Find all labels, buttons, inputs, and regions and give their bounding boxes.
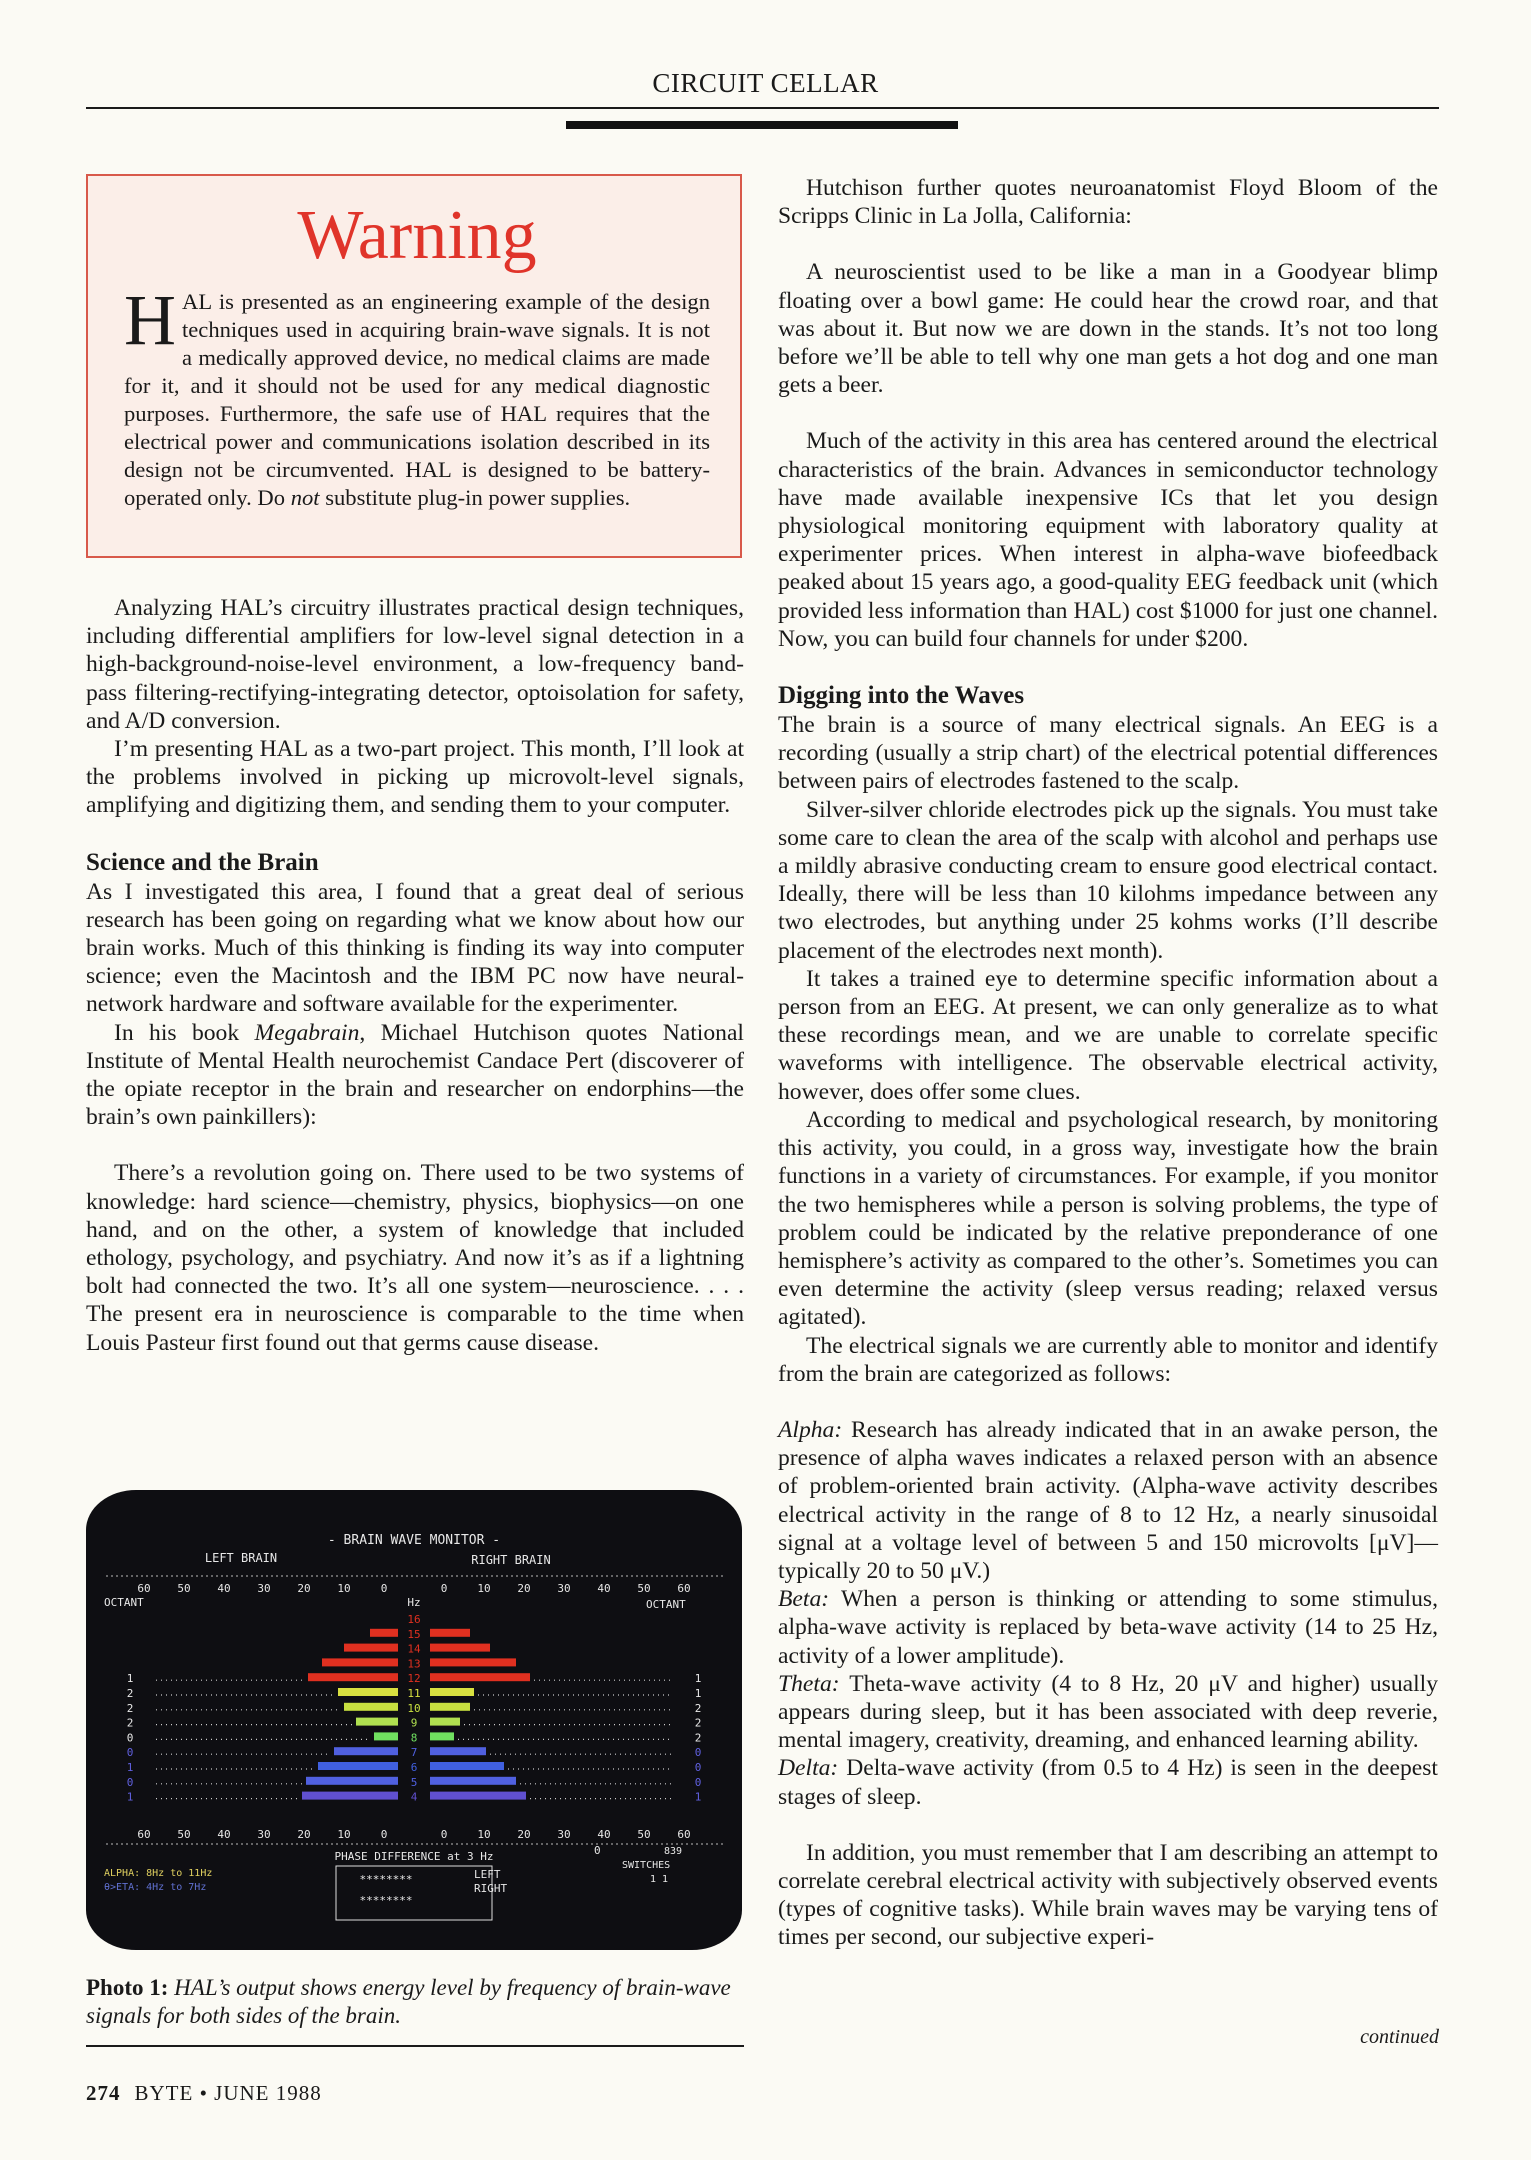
caption-text: HAL’s output shows energy level by frequency of brain-wave signals for both sides of the brain. bbox=[86, 1975, 731, 2028]
text-run: , Michael Hutchison quotes National Institute of Mental Health neurochemist Candace Pert (discoverer of the opiate receptor in the brain and researcher on endorphins—the brain’s own painkillers): bbox=[86, 1019, 744, 1131]
left-bar bbox=[344, 1644, 398, 1652]
right-bar bbox=[430, 1703, 470, 1711]
paragraph: I’m presenting HAL as a two-part project. This month, I’ll look at the problems involved in picking up microvolt-level signals, amplifying and digitizing them, and sending them to your computer. bbox=[86, 736, 744, 819]
right-bar bbox=[430, 1762, 504, 1770]
right-bar bbox=[430, 1718, 460, 1726]
octant-value: 1 bbox=[126, 1672, 134, 1686]
term: Delta: bbox=[778, 1755, 839, 1782]
octant-label-left: OCTANT bbox=[104, 1596, 144, 1609]
freq-label: 5 bbox=[410, 1775, 418, 1789]
header-rule bbox=[86, 107, 1439, 109]
right-bar bbox=[430, 1688, 474, 1696]
scale-top bbox=[137, 1582, 690, 1595]
freq-label: 12 bbox=[407, 1672, 421, 1686]
monitor-title: - BRAIN WAVE MONITOR - bbox=[327, 1533, 501, 1548]
paragraph: Much of the activity in this area has centered around the electrical characteristics of the brain. Advances in semiconductor technology have made available inexpensive ICs that let you design physiological monitoring equipment with laboratory quality at experimenter prices. When interest in alpha-wave biofeedback peaked about 15 years ago, a good-quality EEG feedback unit (which provided less information than HAL) cost $1000 for just one channel. Now, you can build four channels for under $200. bbox=[778, 428, 1438, 652]
scale-tick: 20 bbox=[517, 1828, 531, 1841]
paragraph: It takes a trained eye to determine specific information about a person from an EEG. At present, we can only generalize as to what these recordings mean, and we are unable to correlate specific waveforms with intelligence. The observable electrical activity, however, does offer some clues. bbox=[778, 965, 1438, 1105]
octant-value: 1 bbox=[694, 1687, 702, 1700]
freq-label: 7 bbox=[410, 1746, 418, 1760]
octant-value: 2 bbox=[126, 1716, 134, 1730]
definition-delta bbox=[778, 1754, 1438, 1810]
scale-tick: 10 bbox=[337, 1828, 351, 1841]
caption-label: Photo 1: bbox=[86, 1975, 169, 2000]
freq-label: 16 bbox=[407, 1613, 421, 1626]
left-brain-label: LEFT BRAIN bbox=[204, 1551, 278, 1565]
left-bar bbox=[334, 1747, 398, 1755]
octant-value: 1 bbox=[694, 1672, 702, 1686]
octant-value: 1 bbox=[694, 1790, 702, 1804]
definition-beta bbox=[778, 1585, 1438, 1670]
switches-values: 1 1 bbox=[650, 1874, 669, 1885]
hz-label: Hz bbox=[407, 1596, 421, 1609]
scale-tick: 30 bbox=[257, 1828, 271, 1841]
right-bar bbox=[430, 1747, 486, 1755]
scale-tick: 60 bbox=[677, 1828, 691, 1841]
scale-tick: 0 bbox=[380, 1828, 388, 1841]
octant-value: 2 bbox=[694, 1731, 702, 1745]
scale-tick: 30 bbox=[557, 1582, 571, 1595]
paragraph: Hutchison further quotes neuroanatomist Floyd Bloom of the Scripps Clinic in La Jolla, California: bbox=[778, 175, 1438, 230]
octant-value: 2 bbox=[694, 1701, 702, 1715]
definition: When a person is thinking or attending to some stimulus, alpha-wave activity is replaced by beta-wave activity (14 to 25 Hz, activity of a lower amplitude). bbox=[778, 1586, 1438, 1669]
caption-rule bbox=[86, 2045, 744, 2047]
left-bar bbox=[308, 1673, 398, 1681]
paragraph: According to medical and psychological research, by monitoring this activity, you could, in a gross way, investigate how the brain functions in a variety of circumstances. For example, if you monitor the two hemispheres while a person is solving problems, the type of problem could be indicated by the relative preponderance of one hemisphere’s activity as compared to the other’s. Sometimes you can even determine the activity (sleep versus reading; relaxed versus agitated). bbox=[778, 1106, 1438, 1331]
left-bar bbox=[370, 1629, 398, 1637]
scale-tick: 40 bbox=[597, 1828, 611, 1841]
left-bar bbox=[374, 1732, 398, 1740]
block-quote: A neuroscientist used to be like a man in a Goodyear blimp floating over a bowl game: He could hear the crowd roar, and that was about it. But now we are down in the stands. It’s not too long before we’ll be able to tell why one man gets a hot dog and one man gets a beer. bbox=[778, 259, 1438, 399]
continued-label: continued bbox=[1360, 2026, 1439, 2048]
alpha-range: ALPHA: 8Hz to 11Hz bbox=[104, 1868, 213, 1879]
phase-stars-right: ******** bbox=[359, 1894, 413, 1907]
text-run: In his book bbox=[114, 1019, 255, 1046]
octant-value: 0 bbox=[694, 1775, 702, 1789]
photo-caption bbox=[86, 1974, 746, 2030]
right-tag: RIGHT bbox=[474, 1882, 508, 1895]
octant-label-right: OCTANT bbox=[646, 1598, 686, 1611]
scale-tick: 40 bbox=[217, 1582, 231, 1595]
scale-tick: 0 bbox=[440, 1582, 448, 1595]
left-bar bbox=[318, 1762, 398, 1770]
scale-tick: 50 bbox=[177, 1582, 191, 1595]
left-bar bbox=[306, 1777, 398, 1785]
octant-value: 2 bbox=[694, 1716, 702, 1730]
left-bar bbox=[356, 1718, 398, 1726]
right-bar bbox=[430, 1629, 470, 1637]
definition: Theta-wave activity (4 to 8 Hz, 20 μV and higher) usually appears during sleep, but it has been associated with deep reverie, mental imagery, creativity, dreaming, and enhanced learning ability. bbox=[778, 1670, 1438, 1754]
running-head: CIRCUIT CELLAR bbox=[652, 68, 879, 98]
left-bar bbox=[344, 1703, 398, 1711]
scale-bottom bbox=[137, 1828, 690, 1841]
paragraph: The electrical signals we are currently able to monitor and identify from the brain are categorized as follows: bbox=[778, 1332, 1438, 1387]
term: Theta: bbox=[778, 1670, 840, 1697]
block-quote: There’s a revolution going on. There used to be two systems of knowledge: hard science—chemistry, physics, biophysics—on one hand, and on the other, a system of knowledge that included ethology, psychology, and psychiatry. And now it’s as if a lightning bolt had connected the two. It’s all one system—neuroscience. . . . The present era in neuroscience is comparable to the time when Louis Pasteur first found out that germs cause disease. bbox=[86, 1160, 744, 1356]
scale-tick: 40 bbox=[597, 1582, 611, 1595]
octant-value: 2 bbox=[126, 1687, 134, 1700]
scale-tick: 60 bbox=[137, 1582, 151, 1595]
warning-box bbox=[86, 174, 742, 558]
header-bar bbox=[566, 121, 958, 129]
octant-value: 0 bbox=[694, 1746, 702, 1760]
right-bar bbox=[430, 1673, 530, 1681]
paragraph: Silver-silver chloride electrodes pick up the signals. You must take some care to clean the area of the scalp with alcohol and perhaps use a mildly abrasive conducting cream to ensure good electrical contact. Ideally, there will be less than 10 kilohms impedance between any two electrodes, but anything under 25 kohms works (I’ll describe placement of the electrodes next month). bbox=[778, 796, 1438, 964]
freq-label: 6 bbox=[410, 1761, 418, 1774]
scale-tick: 30 bbox=[557, 1828, 571, 1841]
warning-emphasis: not bbox=[290, 485, 320, 510]
page-number: 274 bbox=[86, 2081, 121, 2105]
warning-text bbox=[124, 280, 710, 512]
phase-label: PHASE DIFFERENCE at 3 Hz bbox=[334, 1850, 494, 1863]
left-bar bbox=[322, 1658, 398, 1666]
scale-tick: 10 bbox=[477, 1582, 491, 1595]
footer bbox=[86, 2081, 322, 2106]
scale-tick: 10 bbox=[337, 1582, 351, 1595]
scale-tick: 60 bbox=[677, 1582, 691, 1595]
right-bar bbox=[430, 1792, 526, 1800]
scale-tick: 60 bbox=[137, 1828, 151, 1841]
scale-tick: 30 bbox=[257, 1582, 271, 1595]
octant-value: 0 bbox=[126, 1746, 134, 1760]
right-column bbox=[778, 174, 1438, 1952]
scale-tick: 50 bbox=[177, 1828, 191, 1841]
octant-value: 0 bbox=[126, 1731, 134, 1745]
warning-body: AL is presented as an engineering example of the design techniques used in acquiring brain-wave signals. It is not a medically approved device, no medical claims are made for it, and it should not be used for any medical diagnostic purposes. Furthermore, the safe use of HAL requires that the electrical power and communications isolation described in its design not be circumvented. HAL is designed to be battery-operated only. Do bbox=[124, 289, 710, 510]
scale-tick: 0 bbox=[380, 1582, 388, 1595]
octant-value: 0 bbox=[126, 1775, 134, 1789]
section-heading: Science and the Brain bbox=[86, 848, 319, 876]
warning-body-end: substitute plug-in power supplies. bbox=[319, 485, 631, 510]
scale-tick: 40 bbox=[217, 1828, 231, 1841]
photo-brain-wave-monitor bbox=[86, 1490, 742, 1950]
right-bar bbox=[430, 1658, 516, 1666]
freq-label: 13 bbox=[407, 1657, 421, 1671]
scale-tick: 50 bbox=[637, 1582, 651, 1595]
right-bar bbox=[430, 1777, 516, 1785]
right-brain-label: RIGHT BRAIN bbox=[471, 1553, 551, 1567]
definition: Delta-wave activity (from 0.5 to 4 Hz) is seen in the deepest stages of sleep. bbox=[778, 1755, 1438, 1810]
switch-zero: 0 bbox=[594, 1844, 601, 1857]
octant-value: 0 bbox=[694, 1761, 702, 1774]
freq-label: 9 bbox=[410, 1716, 418, 1730]
left-bar bbox=[338, 1688, 398, 1696]
right-bar bbox=[430, 1644, 490, 1652]
warning-title: Warning bbox=[297, 197, 537, 274]
scale-tick: 50 bbox=[637, 1828, 651, 1841]
switches-count: 839 bbox=[664, 1846, 683, 1857]
paragraph: Analyzing HAL’s circuitry illustrates practical design techniques, including differential amplifiers for low-level signal detection in a high-background-noise-level environment, a low-frequency band-pass filtering-rectifying-integrating detector, optoisolation for safety, and A/D conversion. bbox=[86, 595, 744, 734]
scale-tick: 20 bbox=[297, 1582, 311, 1595]
freq-label: 11 bbox=[407, 1687, 421, 1700]
freq-label: 10 bbox=[407, 1701, 421, 1715]
left-tag: LEFT bbox=[474, 1868, 501, 1881]
term: Beta: bbox=[778, 1586, 830, 1613]
monitor-screen bbox=[86, 1490, 742, 1950]
paragraph: In addition, you must remember that I am describing an attempt to correlate cerebral electrical activity with subjectively observed events (types of cognitive tasks). While brain waves may be varying tens of times per second, our subjective experi- bbox=[778, 1839, 1438, 1951]
scale-tick: 20 bbox=[517, 1582, 531, 1595]
octant-value: 1 bbox=[126, 1790, 134, 1804]
paragraph: The brain is a source of many electrical signals. An EEG is a recording (usually a strip chart) of the electrical potential differences between pairs of electrodes fastened to the scalp. bbox=[778, 712, 1438, 795]
definition: Research has already indicated that in an awake person, the presence of alpha waves indicates a relaxed person with an absence of problem-oriented brain activity. (Alpha-wave activity describes electrical activity in the range of 8 to 12 Hz, a nearly sinusoidal signal at a voltage level of between 5 and 150 microvolts [μV]—typically 20 to 50 μV.) bbox=[778, 1416, 1438, 1584]
octant-value: 1 bbox=[126, 1761, 134, 1774]
paragraph: As I investigated this area, I found that a great deal of serious research has been going on regarding what we know about how our brain works. Much of this thinking is finding its way into computer science; even the Macintosh and the IBM PC now have neural-network hardware and software available for the experimenter. bbox=[86, 878, 744, 1018]
left-bar bbox=[302, 1792, 398, 1800]
book-title: Megabrain bbox=[254, 1019, 360, 1046]
phase-stars-left: ******** bbox=[359, 1873, 413, 1886]
freq-label: 15 bbox=[407, 1627, 421, 1641]
term: Alpha: bbox=[778, 1416, 843, 1443]
scale-tick: 20 bbox=[297, 1828, 311, 1841]
paragraph bbox=[86, 1019, 744, 1132]
switches-label: SWITCHES bbox=[622, 1860, 671, 1871]
freq-label: 8 bbox=[410, 1731, 418, 1745]
scale-tick: 10 bbox=[477, 1828, 491, 1841]
theta-range: θ>ETA: 4Hz to 7Hz bbox=[104, 1882, 207, 1893]
octant-value: 2 bbox=[126, 1701, 134, 1715]
section-heading: Digging into the Waves bbox=[778, 682, 1025, 710]
issue-line: BYTE • JUNE 1988 bbox=[134, 2081, 322, 2105]
bars bbox=[127, 1613, 702, 1804]
right-bar bbox=[430, 1732, 454, 1740]
definition-theta bbox=[778, 1670, 1438, 1755]
freq-label: 4 bbox=[410, 1790, 418, 1804]
scale-tick: 0 bbox=[440, 1828, 448, 1841]
freq-label: 14 bbox=[407, 1642, 421, 1656]
definition-alpha bbox=[778, 1416, 1438, 1585]
left-column bbox=[86, 594, 744, 1357]
drop-cap: H bbox=[124, 280, 176, 360]
